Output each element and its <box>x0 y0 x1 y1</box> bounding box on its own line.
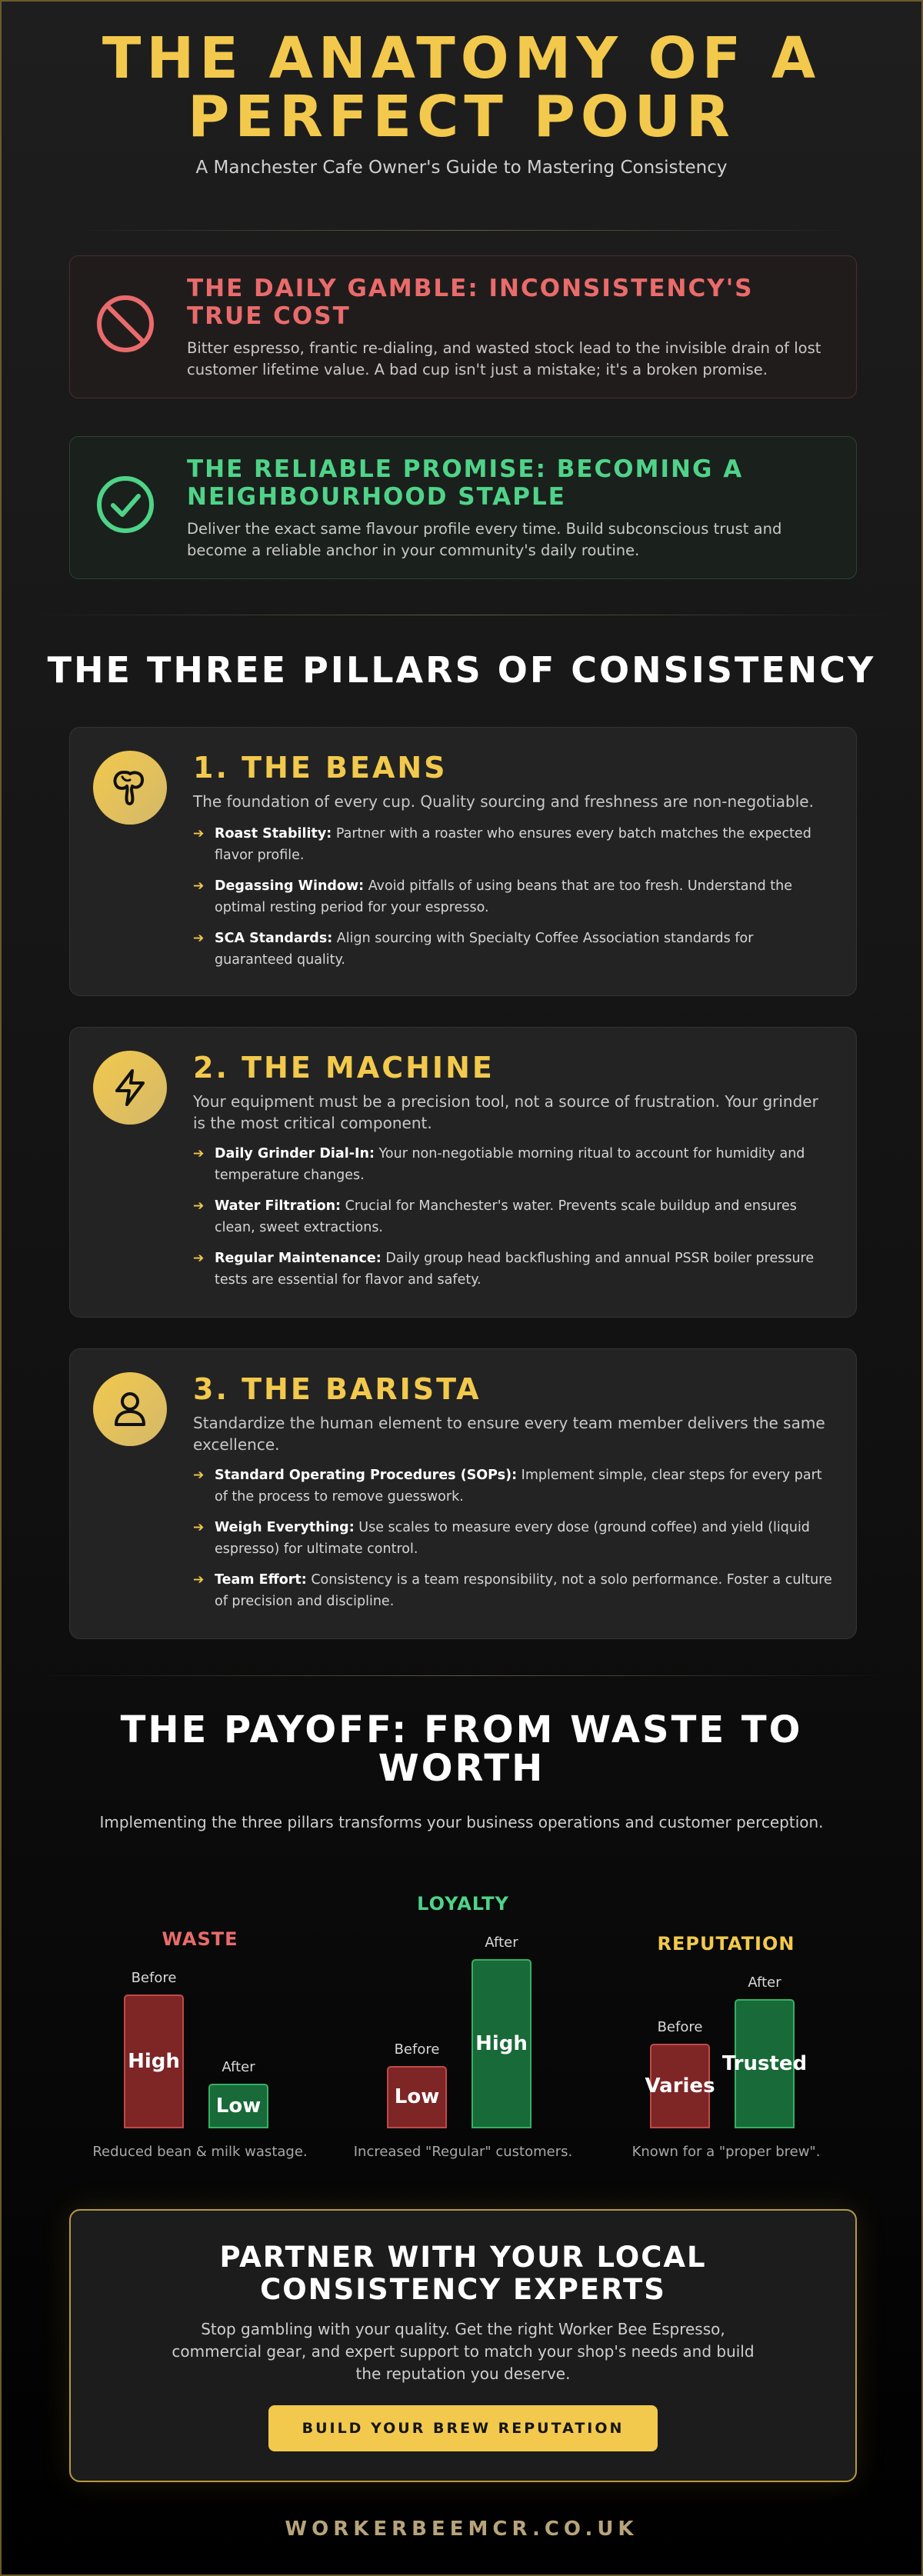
point-label: Degassing Window: <box>215 878 365 894</box>
point-text: Implement simple, clear steps for every part of the process to remove guesswork. <box>215 1468 822 1505</box>
loyalty-chart <box>332 1863 594 2171</box>
chart-bar-category-label: After <box>748 1974 781 1991</box>
problem-title: THE DAILY GAMBLE: INCONSISTENCY'S TRUE COST <box>187 275 754 330</box>
pillar-icon <box>93 1372 167 1446</box>
promise-text: Deliver the exact same flavour profile every time. Build subconscious trust and become a reliable anchor in your community's daily routine. <box>187 520 782 559</box>
point-text: Use scales to measure every dose (ground coffee) and yield (liquid espresso) for ultimate control. <box>215 1520 810 1557</box>
arrow-icon: ➔ <box>193 826 205 841</box>
page-title: THE ANATOMY OF A PERFECT POUR <box>102 25 821 150</box>
divider <box>32 1675 894 1676</box>
chart-bar-after: High <box>471 1959 531 2128</box>
promise-card <box>69 436 857 579</box>
list-item <box>193 928 835 971</box>
chart-caption: Increased "Regular" customers. <box>353 2144 573 2160</box>
chart-bar-category-label: Before <box>394 2041 440 2058</box>
chart-caption: Reduced bean & milk wastage. <box>92 2144 308 2160</box>
pillar-icon <box>93 751 167 825</box>
chart-bar-after: Low <box>208 2084 268 2128</box>
point-text: Daily group head backflushing and annual PSSR boiler pressure tests are essential for flavor and safety. <box>215 1251 815 1288</box>
chart-bar-before: High <box>124 1994 184 2128</box>
pillar-title: 2. THE MACHINE <box>193 1051 495 1085</box>
cta-title: PARTNER WITH YOUR LOCAL CONSISTENCY EXPERTS <box>219 2241 707 2306</box>
build-brew-reputation-button[interactable]: BUILD YOUR BREW REPUTATION <box>268 2405 658 2451</box>
chart-bar-before: Varies <box>650 2044 710 2128</box>
pillar-title: 1. THE BEANS <box>193 751 448 785</box>
footer-site-link[interactable]: WORKERBEEMCR.CO.UK <box>285 2518 638 2541</box>
point-label: Regular Maintenance: <box>215 1251 382 1266</box>
waste-chart <box>69 1863 331 2171</box>
ban-icon <box>95 293 156 355</box>
check-circle-icon <box>95 474 156 535</box>
chart-bar-category-label: Before <box>131 1970 177 1986</box>
chart-bar-category-label: After <box>222 2059 255 2075</box>
point-label: Water Filtration: <box>215 1198 342 1214</box>
point-label: Weigh Everything: <box>215 1520 355 1535</box>
lightning-icon <box>108 1066 152 1109</box>
pillar-card-barista <box>69 1348 857 1639</box>
list-item <box>193 1465 835 1508</box>
problem-text: Bitter espresso, frantic re-dialing, and wasted stock lead to the invisible drain of lost customer lifetime value. A bad cup isn't just a mistake; it's a broken promise. <box>187 339 821 378</box>
pillar-description: Standardize the human element to ensure every team member delivers the same excellence. <box>193 1414 825 1454</box>
chart-title: WASTE <box>162 1928 238 1950</box>
promise-title: THE RELIABLE PROMISE: BECOMING A NEIGHBOURHOOD STAPLE <box>187 455 744 511</box>
pillar-card-machine <box>69 1027 857 1318</box>
arrow-icon: ➔ <box>193 1468 205 1483</box>
pillar-description: The foundation of every cup. Quality sourcing and freshness are non-negotiable. <box>193 792 814 811</box>
chart-bar-after: Trusted <box>735 1999 795 2128</box>
divider <box>69 230 857 231</box>
pillar-card-beans <box>69 727 857 996</box>
arrow-icon: ➔ <box>193 931 205 946</box>
point-label: Daily Grinder Dial-In: <box>215 1146 375 1161</box>
chart-caption: Known for a "proper brew". <box>631 2144 821 2160</box>
point-label: Team Effort: <box>215 1572 307 1588</box>
chart-bar-before: Low <box>387 2066 447 2128</box>
arrow-icon: ➔ <box>193 1198 205 1214</box>
pillar-points <box>193 823 835 980</box>
chart-title: LOYALTY <box>417 1892 509 1915</box>
problem-card <box>69 255 857 398</box>
pillar-title: 3. THE BARISTA <box>193 1372 481 1406</box>
chart-bar-category-label: Before <box>657 2018 703 2035</box>
point-text: Avoid pitfalls of using beans that are too fresh. Understand the optimal resting period for your espresso. <box>215 878 793 915</box>
chart-bar-category-label: After <box>485 1934 518 1951</box>
point-text: Your non-negotiable morning ritual to account for humidity and temperature changes. <box>215 1146 805 1183</box>
list-item <box>193 1517 835 1560</box>
bean-icon <box>108 766 152 809</box>
pillar-description: Your equipment must be a precision tool, not a source of frustration. Your grinder is the most critical component. <box>193 1092 818 1132</box>
pillar-points <box>193 1465 835 1621</box>
list-item <box>193 1143 835 1186</box>
reputation-chart <box>595 1863 857 2171</box>
arrow-icon: ➔ <box>193 1251 205 1266</box>
point-text: Partner with a roaster who ensures every batch matches the expected flavor profile. <box>215 826 811 863</box>
arrow-icon: ➔ <box>193 1572 205 1588</box>
pillars-section-title: THE THREE PILLARS OF CONSISTENCY <box>47 649 876 691</box>
page-subtitle: A Manchester Cafe Owner's Guide to Mastering Consistency <box>195 158 728 178</box>
arrow-icon: ➔ <box>193 1146 205 1161</box>
list-item <box>193 1195 835 1238</box>
chart-title: REPUTATION <box>657 1932 795 1954</box>
point-text: Crucial for Manchester's water. Prevents scale buildup and ensures clean, sweet extractions. <box>215 1198 797 1235</box>
payoff-section-title: THE PAYOFF: FROM WASTE TO WORTH <box>120 1708 803 1790</box>
payoff-subtitle: Implementing the three pillars transforms your business operations and customer perception. <box>99 1813 824 1831</box>
list-item <box>193 1569 835 1612</box>
cta-text: Stop gambling with your quality. Get the right Worker Bee Espresso, commercial gear, and expert support to match your shop's needs and build the reputation you deserve. <box>172 2320 755 2383</box>
point-label: Roast Stability: <box>215 826 332 841</box>
list-item <box>193 1248 835 1291</box>
arrow-icon: ➔ <box>193 1520 205 1535</box>
point-text: Align sourcing with Specialty Coffee Association standards for guaranteed quality. <box>215 931 754 968</box>
pillar-icon <box>93 1051 167 1125</box>
person-icon <box>108 1388 152 1431</box>
arrow-icon: ➔ <box>193 878 205 894</box>
cta-panel <box>69 2209 857 2482</box>
point-label: Standard Operating Procedures (SOPs): <box>215 1468 518 1483</box>
list-item <box>193 823 835 866</box>
list-item <box>193 875 835 918</box>
point-text: Consistency is a team responsibility, not a solo performance. Foster a culture of precision and discipline. <box>215 1572 832 1609</box>
point-label: SCA Standards: <box>215 931 333 946</box>
pillar-points <box>193 1143 835 1300</box>
